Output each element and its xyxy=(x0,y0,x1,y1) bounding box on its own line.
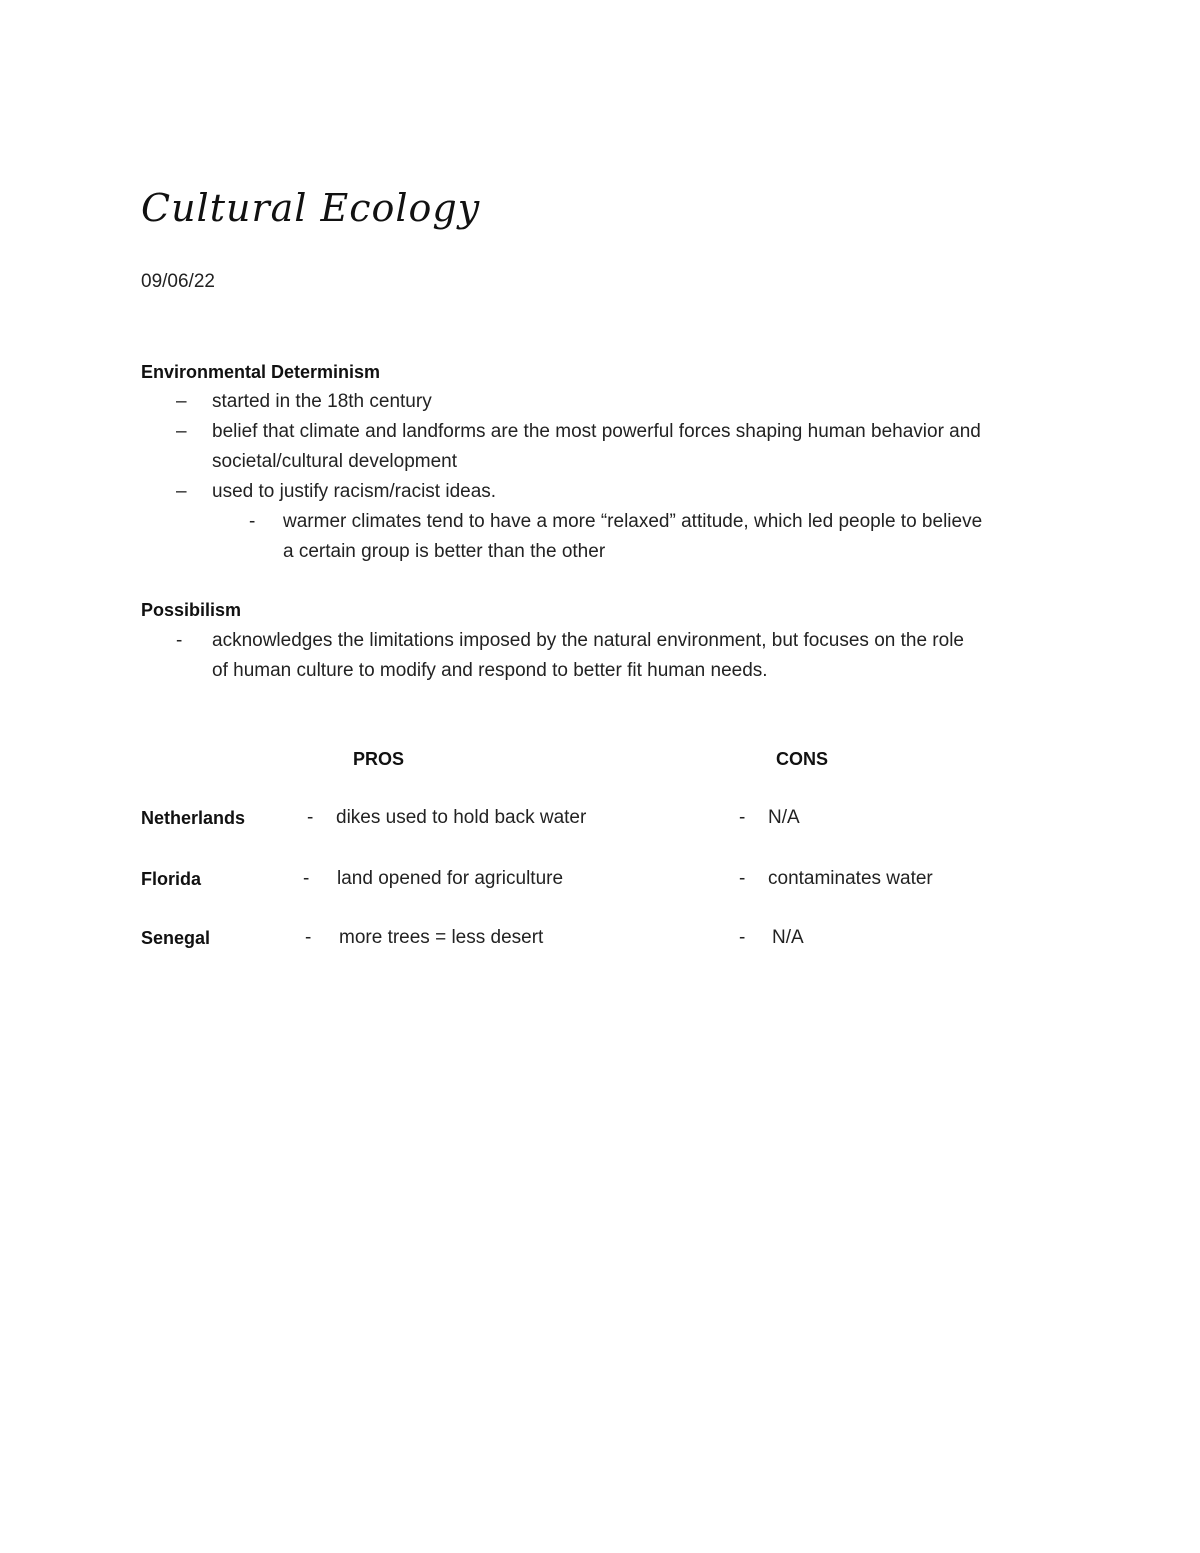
pro-text: land opened for agriculture xyxy=(337,868,564,889)
con-dash: - xyxy=(739,807,746,828)
row-label-senegal: Senegal xyxy=(141,928,211,948)
document-title: Cultural Ecology xyxy=(141,186,481,230)
pro-text: more trees = less desert xyxy=(339,927,544,948)
con-dash: - xyxy=(739,868,746,889)
bullet-dash: – xyxy=(176,481,187,502)
bullet-dash: – xyxy=(176,391,187,412)
pro-text: dikes used to hold back water xyxy=(336,807,587,828)
pro-dash: - xyxy=(303,868,310,889)
bullet-text-continued: of human culture to modify and respond to better fit human needs. xyxy=(212,660,768,681)
pro-dash: - xyxy=(307,807,314,828)
sub-bullet-text: warmer climates tend to have a more “relaxed” attitude, which led people to believe xyxy=(283,511,983,532)
row-label-netherlands: Netherlands xyxy=(141,808,246,828)
document-date: 09/06/22 xyxy=(141,271,215,292)
bullet-text: acknowledges the limitations imposed by the natural environment, but focuses on the role xyxy=(212,630,964,651)
con-text: N/A xyxy=(772,927,804,948)
con-dash: - xyxy=(739,927,746,948)
pros-column-header: PROS xyxy=(353,749,405,769)
bullet-dash: – xyxy=(176,421,187,442)
row-label-florida: Florida xyxy=(141,869,202,889)
bullet-dash: - xyxy=(176,630,183,651)
bullet-text: used to justify racism/racist ideas. xyxy=(212,481,497,502)
sub-bullet-text-continued: a certain group is better than the other xyxy=(283,541,606,562)
section-heading-possibilism: Possibilism xyxy=(141,600,242,620)
bullet-text: started in the 18th century xyxy=(212,391,432,412)
section-heading-environmental-determinism: Environmental Determinism xyxy=(141,362,381,382)
pro-dash: - xyxy=(305,927,312,948)
con-text: N/A xyxy=(768,807,800,828)
con-text: contaminates water xyxy=(768,868,933,889)
bullet-text-continued: societal/cultural development xyxy=(212,451,458,472)
bullet-text: belief that climate and landforms are the most powerful forces shaping human behavior and xyxy=(212,421,981,442)
cons-column-header: CONS xyxy=(776,749,829,769)
sub-bullet-dash: - xyxy=(249,511,256,532)
